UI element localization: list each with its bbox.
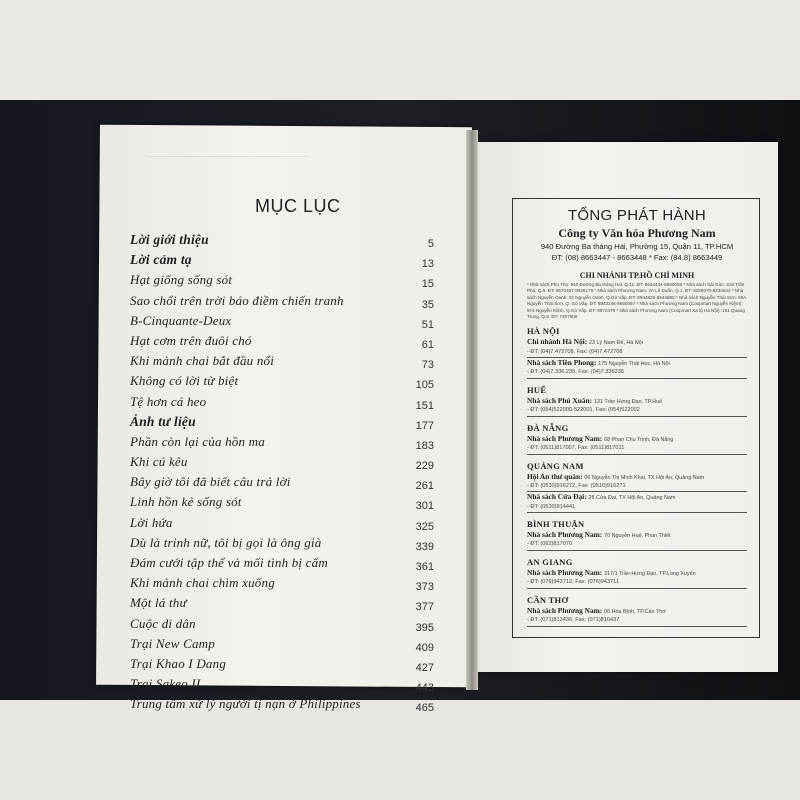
store-phone: - ĐT: (04)7.472708, Fax: (04)7.472708 <box>527 349 747 359</box>
toc-entry-title: B-Cinquante-Deux <box>130 312 232 328</box>
toc-entry <box>130 634 434 654</box>
region-name: QUẢNG NAM <box>527 460 584 471</box>
toc-entry-page: 465 <box>415 702 434 715</box>
region-name: CẦN THƠ <box>527 594 569 605</box>
background-bottom <box>0 700 800 800</box>
store-phone: - ĐT: (076)943712, Fax: (076)943711 <box>527 579 747 589</box>
toc-entry-page: 35 <box>421 298 434 311</box>
toc-entry-title: Bây giờ tôi đã biết câu trả lời <box>130 474 291 490</box>
toc-entry <box>130 371 434 391</box>
toc-entry-page: 5 <box>427 238 434 250</box>
toc-entry-page: 301 <box>415 500 434 513</box>
toc-entry <box>130 412 434 432</box>
toc-entry <box>130 573 434 593</box>
store-address: 175 Nguyễn Thái Học, Hà Nội <box>598 361 670 368</box>
toc-entry-page: 51 <box>421 318 434 331</box>
store-phone: - ĐT: (071)813436, Fax: (071)810437 <box>527 617 747 627</box>
toc-entry <box>130 492 434 512</box>
toc-entry-page: 73 <box>421 359 434 372</box>
region-name: AN GIANG <box>527 557 573 568</box>
toc-entry-title: Lời hứa <box>130 514 173 530</box>
region-name: ĐÀ NẴNG <box>527 422 569 433</box>
toc-entry-title: Hạt cơm trên đuôi chó <box>130 332 252 348</box>
background-top <box>0 0 800 100</box>
store-phone: - ĐT: (062)817070 <box>527 541 747 551</box>
store-line <box>527 337 747 348</box>
region-name: HÀ NỘI <box>527 326 560 337</box>
toc-entry-title: Đám cưới tập thể và mối tình bị cấm <box>130 555 328 570</box>
store-line <box>527 606 747 617</box>
store-address: 06 Hòa Bình, TP.Cần Thơ <box>604 608 666 615</box>
distribution-address: 940 Đường Ba tháng Hai, Phường 15, Quận 11, TP.HCM <box>540 242 734 251</box>
distribution-box <box>512 198 760 638</box>
toc-entry <box>130 553 434 573</box>
toc-entry-page: 61 <box>421 338 434 351</box>
toc-entry-title: Trại New Camp <box>130 635 215 651</box>
store-address: 70 Nguyễn Huệ, Phan Thiết <box>604 533 671 540</box>
toc-entry <box>130 533 434 553</box>
toc-entry <box>130 432 434 452</box>
toc-entry-page: 361 <box>415 561 434 573</box>
store-phone: - ĐT: (0510)914441 <box>527 504 747 514</box>
store-line <box>527 358 747 369</box>
toc-entry-title: Dù là trinh nữ, tôi bị gọi là ông già <box>130 534 322 550</box>
store-address: 317/1 Trần Hưng Đạo, TP.Long Xuyên <box>604 571 696 578</box>
store-line <box>527 530 747 541</box>
store-line <box>527 396 747 407</box>
toc-entry <box>130 694 434 714</box>
store-line <box>527 434 747 445</box>
toc-entry <box>130 311 434 331</box>
toc-entry-page: 427 <box>415 661 434 674</box>
branch-heading: CHI NHÁNH TP.HỒ CHÍ MINH <box>579 271 695 280</box>
toc-entry-title: Hạt giống sống sót <box>130 272 233 288</box>
toc-entry <box>130 392 434 412</box>
toc-entry-title: Tệ hơn cá heo <box>130 393 207 409</box>
toc-entry-title: Phần còn lại của hồn ma <box>130 433 265 449</box>
toc-entry <box>130 351 434 371</box>
toc-entry-page: 151 <box>415 399 434 412</box>
toc-entry-page: 13 <box>421 258 434 271</box>
store-name: Nhà sách Phú Xuân: <box>527 396 594 406</box>
toc-entry <box>130 654 434 674</box>
store-address: 23 Lý Nam Đế, Hà Nội <box>589 340 643 347</box>
toc-entry <box>130 614 434 634</box>
toc-entry <box>130 452 434 472</box>
toc-entry <box>130 291 434 311</box>
store-name: Chi nhánh Hà Nội: <box>527 337 590 347</box>
region-list <box>527 326 747 626</box>
store-address: 06 Nguyễn Thị Minh Khai, TX Hội An, Quảng Nam <box>584 474 705 481</box>
toc-entry-page: 339 <box>415 540 434 553</box>
toc-entry-title: Một lá thư <box>130 595 187 611</box>
store-name: Nhà sách Phương Nam: <box>527 568 605 578</box>
distribution-company: Công ty Văn hóa Phương Nam <box>558 226 716 240</box>
toc-entry-page: 443 <box>415 682 434 695</box>
toc-entry-page: 177 <box>415 419 434 432</box>
toc-entry-page: 261 <box>415 480 434 493</box>
toc-entry-title: Ảnh tư liệu <box>130 413 196 429</box>
toc-entry-title: Lời cảm tạ <box>130 252 192 268</box>
toc-entry-page: 409 <box>415 641 434 654</box>
toc-entry-title: Linh hồn kẻ sống sót <box>130 494 242 510</box>
toc-entry-title: Khi cú kêu <box>130 454 188 470</box>
distribution-title: TỔNG PHÁT HÀNH <box>567 207 707 224</box>
toc-entry <box>130 331 434 351</box>
toc-entry-page: 105 <box>415 379 434 392</box>
store-phone: - ĐT: (04)7.336.235, Fax: (04)7.336236 <box>527 369 747 379</box>
toc-entry-title: Cuộc di dân <box>130 615 196 631</box>
toc-entry-page: 183 <box>415 439 434 452</box>
toc-entry-page: 395 <box>415 621 434 634</box>
toc-entry <box>130 270 434 290</box>
toc-entry <box>130 593 434 613</box>
toc-entry-title: Khi mảnh chai bắt đầu nổi <box>130 353 275 369</box>
toc-entry <box>130 674 434 694</box>
toc-entry-title: Trại Sakeo II <box>130 676 201 692</box>
toc-list <box>130 230 434 715</box>
show-through-text <box>148 156 308 163</box>
store-address: 68 Phan Chu Trinh, Đà Nẵng <box>604 436 674 443</box>
toc-entry-page: 325 <box>415 520 434 533</box>
book-gutter <box>466 130 478 690</box>
store-name: Nhà sách Phương Nam: <box>527 605 605 615</box>
toc-entry-title: Trung tâm xử lý người tị nạn ở Philippines <box>130 696 361 712</box>
toc-entry <box>130 250 434 270</box>
toc-entry-title: Khi mảnh chai chìm xuống <box>130 575 275 591</box>
toc-entry <box>130 472 434 492</box>
toc-entry <box>130 230 434 250</box>
toc-entry-page: 15 <box>421 278 434 291</box>
distribution-contact: ĐT: (08) 8663447 - 8663448 * Fax: (84.8) 8663449 <box>551 253 723 262</box>
store-address: 28 Cửa Đại, TX Hội An, Quảng Nam <box>588 495 676 502</box>
store-phone: - ĐT: (0511)817007, Fax: (0511)817011 <box>527 445 747 455</box>
store-name: Nhà sách Phương Nam: <box>527 433 605 443</box>
toc-entry-page: 373 <box>415 581 434 594</box>
store-name: Nhà sách Tiền Phong: <box>527 358 599 368</box>
region-name: HUẾ <box>527 385 547 396</box>
store-name: Nhà sách Cửa Đại: <box>527 492 589 502</box>
branch-details: * Nhà sách Phú Thọ: 940 Đường Ba tháng Hai, Q.11. ĐT: 8644444-8650055 * Nhà sách Sài Gòn: 418 Trần Phú, Q.5. ĐT: 8570467-9626175 * Nhà sách Phương Nam: 2A Lê Duẩn, Q.1. ĐT: 8229370-8234542 * Nhà sách Nguyễn Oanh: 02 Nguyễn Oanh, Q.Gò Vấp. ĐT: 8944825-8944880 * Nhà sách Nguyễn Thái Sơn: 86A Nguyễn Thái Sơn, Q. Gò Vấp. ĐT: 8943246-8650057 * Nhà sách Phương Nam (Coopmart Nguyễn Kiệm): 574 Nguyễn Kiệm, Q.Gò Vấp. ĐT: 9972479 * Nhà sách Phương Nam (Coopmart Xa lộ Hà Nội): 191 Quang Trung, Q.9. ĐT: 7307508 <box>527 282 746 320</box>
toc-entry-page: 377 <box>415 601 434 614</box>
toc-entry <box>130 513 434 533</box>
store-line <box>527 472 747 483</box>
toc-entry-title: Trại Khao I Dang <box>130 655 227 671</box>
toc-entry-title: Sao chổi trên trời báo điềm chiến tranh <box>130 292 344 308</box>
store-name: Hội An thư quán: <box>527 471 585 481</box>
region-name: BÌNH THUẬN <box>527 519 585 530</box>
toc-title: MỤC LỤC <box>255 196 341 216</box>
store-name: Nhà sách Phương Nam: <box>527 530 605 540</box>
toc-entry-title: Lời giới thiệu <box>130 232 209 247</box>
store-phone: - ĐT: (0510)916272, Fax: (0510)916271 <box>527 483 747 493</box>
store-line <box>527 492 747 503</box>
store-phone: - ĐT: (054)522000-522001, Fax: (054)522002 <box>527 407 747 417</box>
store-address: 131 Trần Hưng Đạo, TP.Huế <box>593 399 663 406</box>
toc-entry-title: Không có lời từ biệt <box>130 373 239 389</box>
store-line <box>527 568 747 579</box>
toc-entry-page: 229 <box>415 460 434 473</box>
